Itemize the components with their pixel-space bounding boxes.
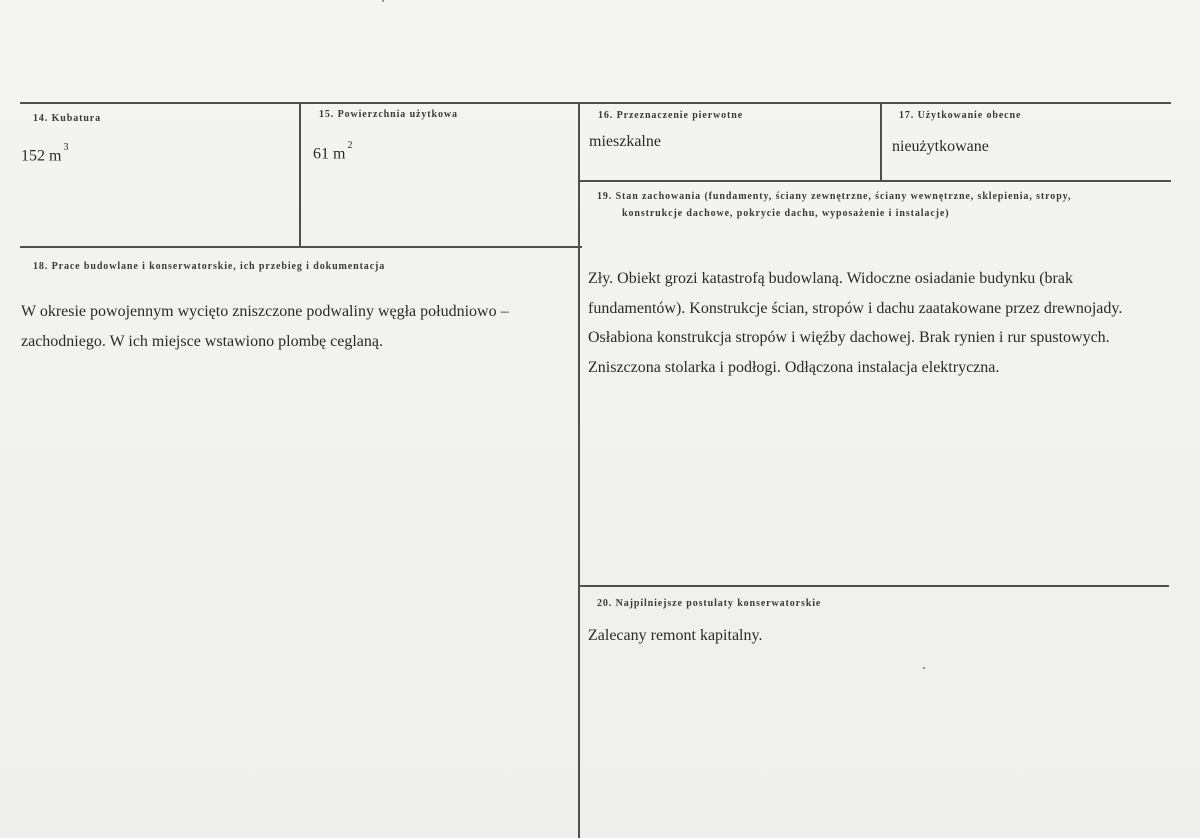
field-19-line: Zły. Obiekt grozi katastrofą budowlaną. Widoczne osiadanie budynku (brak bbox=[588, 270, 1073, 287]
field-17-value: nieużytkowane bbox=[892, 138, 989, 155]
field-14-value bbox=[21, 142, 69, 165]
rule-under-14-15 bbox=[20, 246, 582, 248]
top-rule bbox=[20, 102, 1171, 104]
field-17-label: 17. Użytkowanie obecne bbox=[899, 110, 1022, 121]
field-14-unit-superscript: 3 bbox=[63, 142, 69, 153]
field-15-label: 15. Powierzchnia użytkowa bbox=[319, 109, 458, 120]
field-16-label: 16. Przeznaczenie pierwotne bbox=[598, 110, 744, 121]
field-14-label: 14. Kubatura bbox=[33, 113, 102, 124]
scan-speck bbox=[923, 667, 925, 669]
field-19-line: Osłabiona konstrukcja stropów i więźby dachowej. Brak rynien i rur spustowych. bbox=[588, 329, 1110, 346]
field-19-label-line-1: 19. Stan zachowania (fundamenty, ściany zewnętrzne, ściany wewnętrzne, sklepienia, stropy, bbox=[597, 191, 1072, 202]
field-19-line: Zniszczona stolarka i podłogi. Odłączona instalacja elektryczna. bbox=[588, 358, 1000, 376]
field-18-line: W okresie powojennym wycięto zniszczone podwaliny węgła południowo – bbox=[21, 303, 509, 320]
rule-above-20 bbox=[580, 585, 1169, 587]
field-18-line: zachodniego. W ich miejsce wstawiono plombę ceglaną. bbox=[21, 332, 383, 350]
field-15-unit-superscript: 2 bbox=[347, 140, 353, 151]
center-divider bbox=[578, 102, 580, 838]
field-14-value-text: 152 m bbox=[21, 147, 62, 165]
divider-14-15 bbox=[299, 102, 301, 248]
field-19-line: fundamentów). Konstrukcje ścian, stropów i dachu zaatakowane przez drewnojady. bbox=[588, 299, 1123, 317]
field-20-label: 20. Najpilniejsze postulaty konserwatorskie bbox=[597, 598, 822, 609]
field-19-label-line-2: konstrukcje dachowe, pokrycie dachu, wyposażenie i instalacje) bbox=[622, 208, 950, 219]
rule-under-16-17 bbox=[580, 180, 1171, 182]
field-19-text bbox=[588, 264, 1122, 382]
divider-16-17 bbox=[880, 102, 882, 182]
field-15-value bbox=[313, 140, 353, 163]
field-16-value: mieszkalne bbox=[589, 133, 661, 150]
field-18-text bbox=[21, 297, 509, 356]
field-20-value: Zalecany remont kapitalny. bbox=[588, 627, 763, 644]
field-18-label: 18. Prace budowlane i konserwatorskie, ich przebieg i dokumentacja bbox=[33, 261, 386, 272]
scan-speck bbox=[382, 0, 384, 2]
field-15-value-text: 61 m bbox=[313, 145, 346, 163]
